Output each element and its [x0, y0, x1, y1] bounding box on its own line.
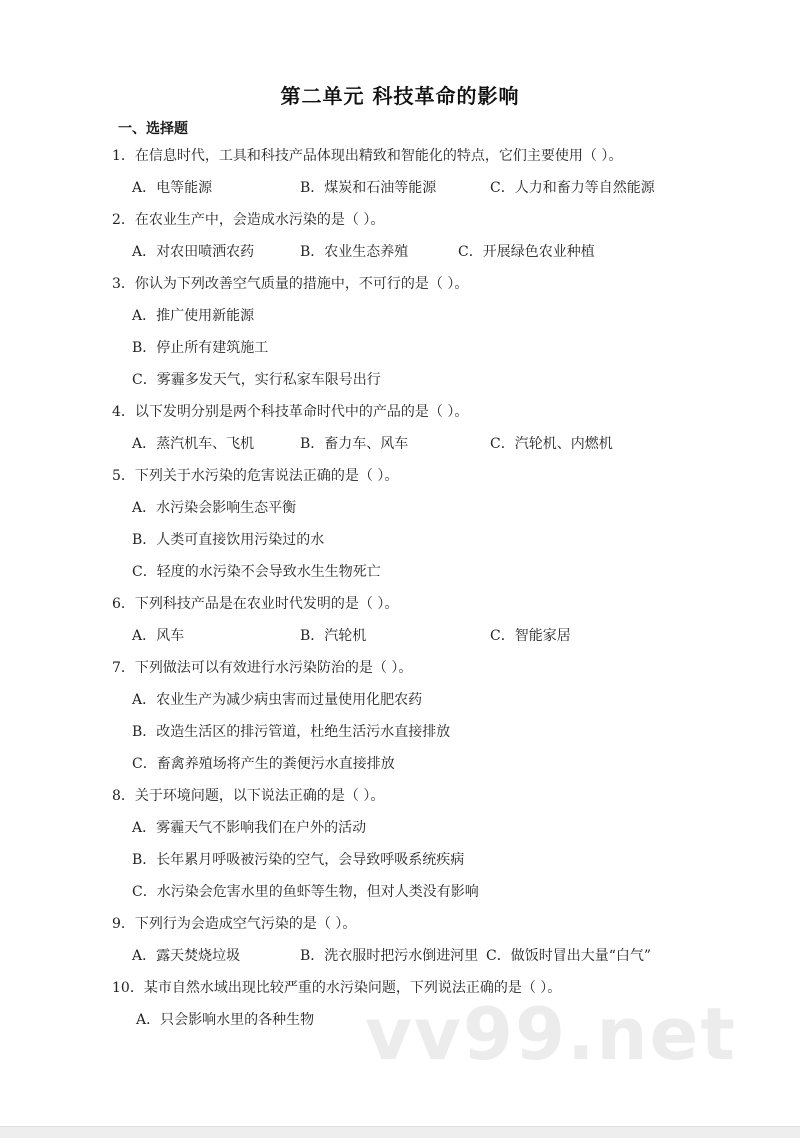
page-title: 第二单元 科技革命的影响: [280, 84, 520, 108]
q1-option-c: C．人力和畜力等自然能源: [490, 180, 655, 196]
q6-option-c: C．智能家居: [490, 628, 571, 644]
question-4: 4．以下发明分别是两个科技革命时代中的产品的是（ ）。: [112, 404, 469, 420]
q6-option-b: B．汽轮机: [300, 628, 367, 644]
q2-option-b: B．农业生态养殖: [300, 244, 409, 260]
q7-option-b: B．改造生活区的排污管道，杜绝生活污水直接排放: [132, 724, 451, 740]
q3-option-c: C．雾霾多发天气，实行私家车限号出行: [132, 372, 381, 388]
q1-option-b: B．煤炭和石油等能源: [300, 180, 437, 196]
q5-option-c: C．轻度的水污染不会导致水生生物死亡: [132, 564, 381, 580]
question-1: 1．在信息时代，工具和科技产品体现出精致和智能化的特点，它们主要使用（ ）。: [112, 148, 623, 164]
q8-option-c: C．水污染会危害水里的鱼虾等生物，但对人类没有影响: [132, 884, 479, 900]
question-3: 3．你认为下列改善空气质量的措施中，不可行的是（ ）。: [112, 276, 469, 292]
question-9: 9．下列行为会造成空气污染的是（ ）。: [112, 916, 357, 932]
question-6: 6．下列科技产品是在农业时代发明的是（ ）。: [112, 596, 399, 612]
question-2: 2．在农业生产中，会造成水污染的是（ ）。: [112, 212, 385, 228]
q5-option-a: A．水污染会影响生态平衡: [132, 500, 297, 516]
question-8: 8．关于环境问题，以下说法正确的是（ ）。: [112, 788, 385, 804]
q6-option-a: A．风车: [132, 628, 185, 644]
q4-option-b: B．畜力车、风车: [300, 436, 409, 452]
q4-option-a: A．蒸汽机车、飞机: [132, 436, 255, 452]
q10-option-a: A．只会影响水里的各种生物: [136, 1012, 315, 1028]
q7-option-c: C．畜禽养殖场将产生的粪便污水直接排放: [132, 756, 395, 772]
section-heading: 一、选择题: [118, 121, 188, 137]
question-7: 7．下列做法可以有效进行水污染防治的是（ ）。: [112, 660, 413, 676]
question-5: 5．下列关于水污染的危害说法正确的是（ ）。: [112, 468, 399, 484]
q8-option-b: B．长年累月呼吸被污染的空气，会导致呼吸系统疾病: [132, 852, 465, 868]
q3-option-b: B．停止所有建筑施工: [132, 340, 269, 356]
q9-option-c: C．做饭时冒出大量“白气”: [486, 948, 652, 964]
q1-option-a: A．电等能源: [132, 180, 213, 196]
watermark: vv99.net: [365, 992, 737, 1076]
q2-option-a: A．对农田喷洒农药: [132, 244, 255, 260]
q2-option-c: C．开展绿色农业种植: [458, 244, 595, 260]
q4-option-c: C．汽轮机、内燃机: [490, 436, 613, 452]
q5-option-b: B．人类可直接饮用污染过的水: [132, 532, 325, 548]
q7-option-a: A．农业生产为减少病虫害而过量使用化肥农药: [132, 692, 423, 708]
q9-option-a: A．露天焚烧垃圾: [132, 948, 241, 964]
q8-option-a: A．雾霾天气不影响我们在户外的活动: [132, 820, 367, 836]
question-10: 10．某市自然水域出现比较严重的水污染问题，下列说法正确的是（ ）。: [112, 980, 562, 996]
bottom-edge: [0, 1126, 800, 1138]
q3-option-a: A．推广使用新能源: [132, 308, 255, 324]
q9-option-b: B．洗衣服时把污水倒进河里: [300, 948, 479, 964]
